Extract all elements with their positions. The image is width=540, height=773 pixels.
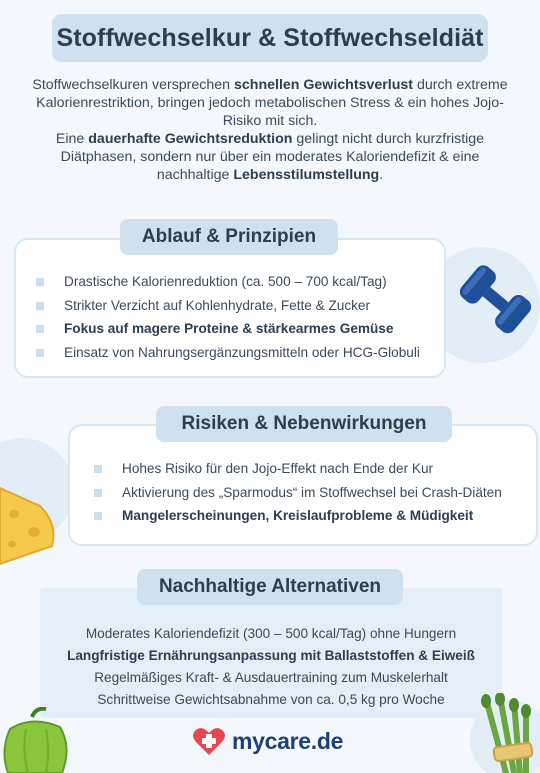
- list-item: Einsatz von Nahrungsergänzungsmitteln oder HCG-Globuli: [36, 341, 420, 365]
- logo-text: mycare.de: [232, 727, 344, 754]
- list-item: Fokus auf magere Proteine & stärkearmes Gemüse: [36, 317, 420, 341]
- ablauf-section-title: Ablauf & Prinzipien: [120, 219, 338, 255]
- list-item: Strikter Verzicht auf Kohlenhydrate, Fette & Zucker: [36, 294, 420, 318]
- bullet-square-icon: [94, 465, 102, 473]
- list-item: Schrittweise Gewichtsabnahme von ca. 0,5 kg pro Woche: [97, 692, 445, 707]
- intro-text: [30, 76, 510, 184]
- bullet-square-icon: [36, 349, 44, 357]
- intro-paragraph-2: Eine dauerhafte Gewichtsreduktion gelingt nicht durch kurzfristige Diätphasen, sondern nur über ein moderates Kaloriendefizit & eine nachhaltige Lebensstilumstellung.: [55, 131, 485, 183]
- risiken-section-title: Risiken & Nebenwirkungen: [156, 406, 452, 442]
- page-title-box: [52, 14, 488, 62]
- list-item: Langfristige Ernährungsanpassung mit Ballaststoffen & Eiweiß: [67, 648, 475, 663]
- cheese-icon: [0, 484, 60, 566]
- bullet-square-icon: [36, 302, 44, 310]
- intro-paragraph-1: Stoffwechselkuren versprechen schnellen Gewichtsverlust durch extreme Kalorienrestriktion, bringen jedoch metabolischen Stress & ein hohes Jojo-Risiko mit sich.: [32, 77, 508, 129]
- list-item: Mangelerscheinungen, Kreislaufprobleme & Müdigkeit: [94, 504, 502, 528]
- list-item: Moderates Kaloriendefizit (300 – 500 kcal/Tag) ohne Hungern: [85, 626, 457, 641]
- ablauf-list: [36, 270, 420, 364]
- dumbbell-icon: [448, 252, 540, 344]
- pepper-icon: [2, 707, 72, 773]
- mycare-logo[interactable]: [192, 726, 343, 756]
- bullet-square-icon: [36, 278, 44, 286]
- alternativen-section-title: Nachhaltige Alternativen: [137, 569, 403, 605]
- risiken-list: [94, 457, 502, 528]
- list-item: Regelmäßiges Kraft- & Ausdauertraining zum Muskelerhalt: [94, 670, 448, 685]
- cross-heart-logo-icon: [192, 726, 226, 756]
- bullet-square-icon: [36, 325, 44, 333]
- alternativen-list: [40, 623, 502, 711]
- asparagus-icon: [472, 693, 538, 773]
- list-item: Hohes Risiko für den Jojo-Effekt nach Ende der Kur: [94, 457, 502, 481]
- bullet-square-icon: [94, 489, 102, 497]
- list-item: Drastische Kalorienreduktion (ca. 500 – 700 kcal/Tag): [36, 270, 420, 294]
- bullet-square-icon: [94, 512, 102, 520]
- page-title: Stoffwechselkur & Stoffwechseldiät: [56, 23, 484, 52]
- list-item: Aktivierung des „Sparmodus“ im Stoffwechsel bei Crash-Diäten: [94, 481, 502, 505]
